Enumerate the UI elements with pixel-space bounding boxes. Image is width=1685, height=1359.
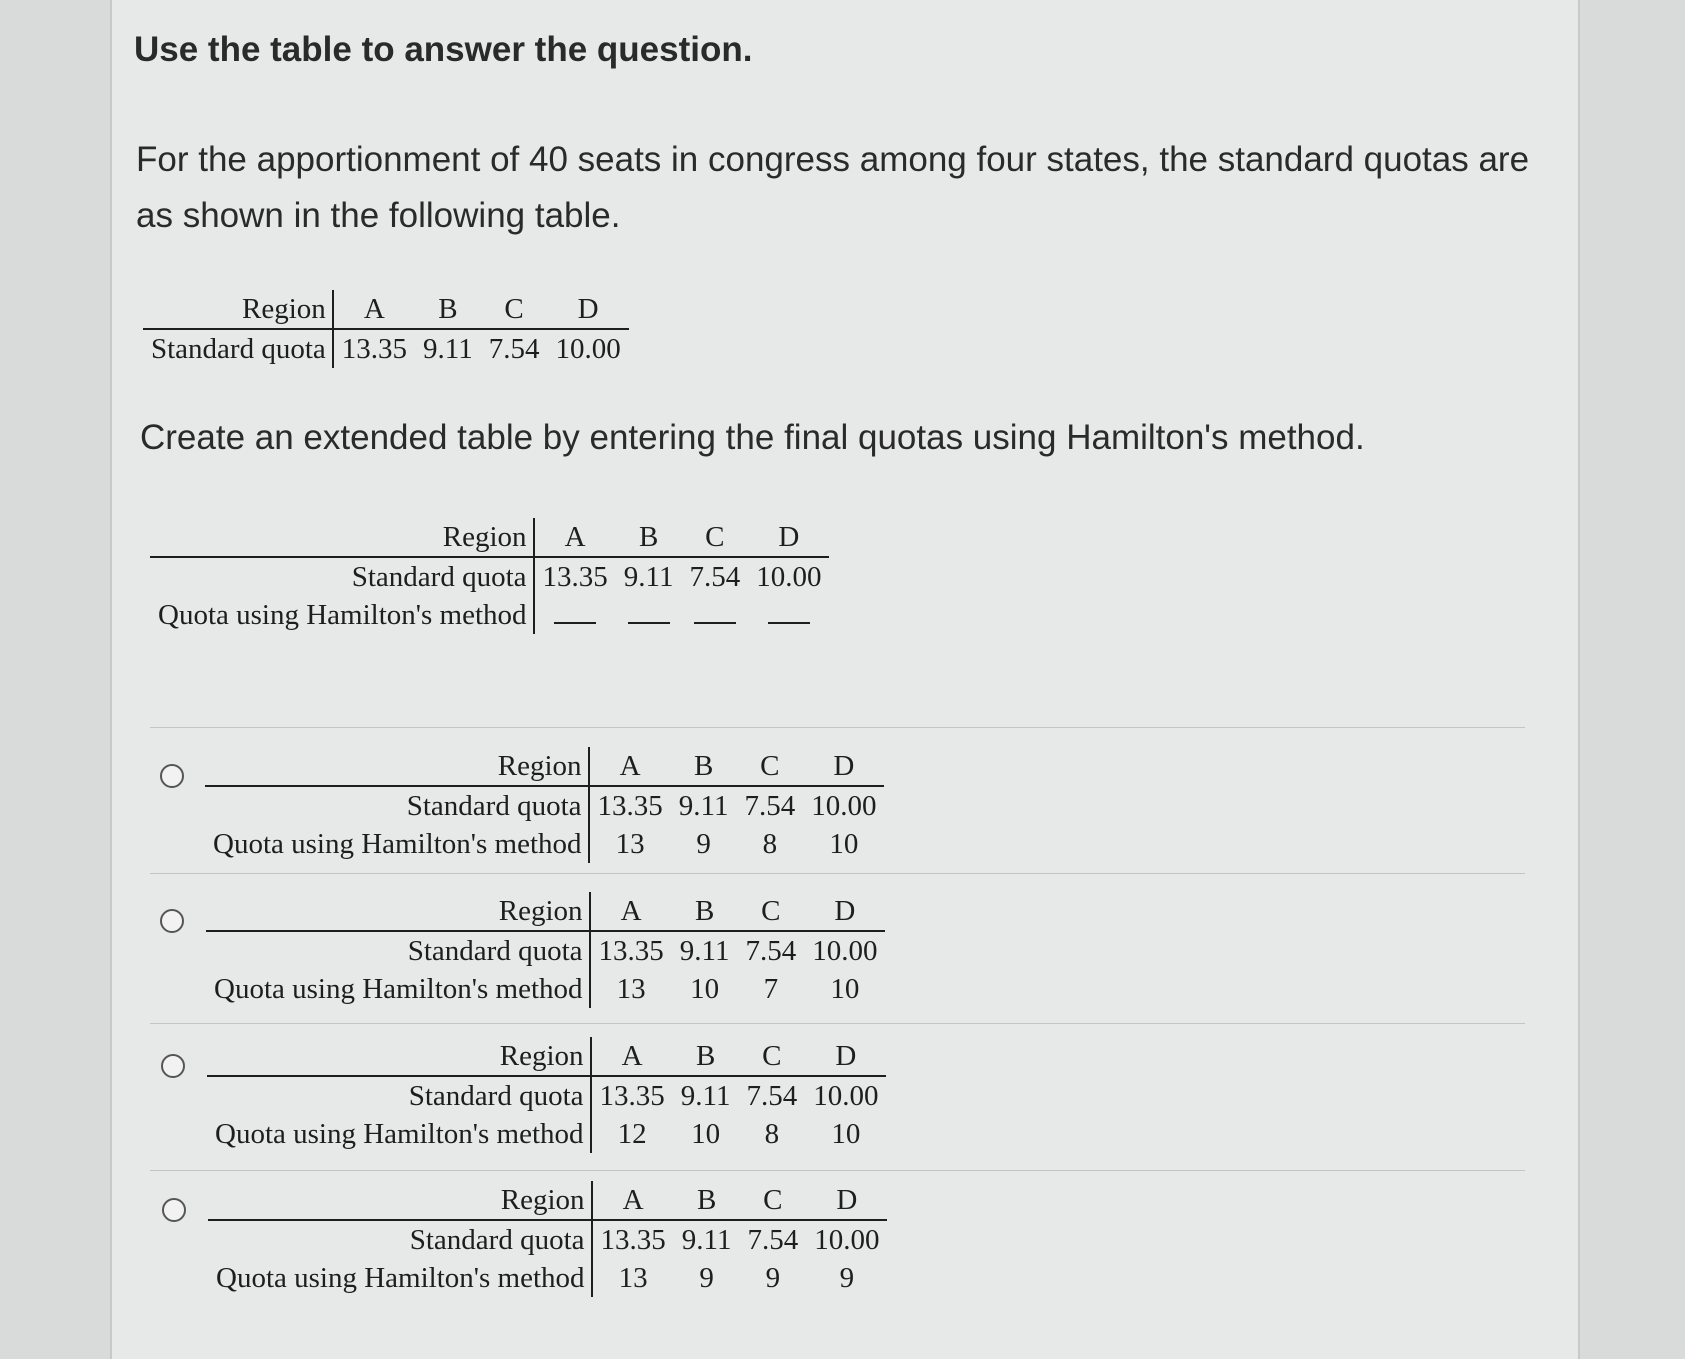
standard-quota-cell: 10.00 — [814, 1224, 880, 1256]
hamilton-quota-cell: 10 — [830, 973, 860, 1005]
option-2-radio[interactable] — [160, 909, 184, 933]
region-header: A — [589, 747, 671, 786]
table-row-label-standard: Standard quota — [205, 786, 589, 825]
option-divider — [150, 1023, 1525, 1024]
table-row-label-hamilton: Quota using Hamilton's method — [207, 1115, 591, 1153]
option-2-table[interactable] — [206, 892, 885, 1008]
answer-blank — [748, 596, 829, 634]
standard-quota-cell: 13.35 — [597, 790, 663, 822]
region-header: B — [672, 892, 738, 931]
option-divider — [150, 873, 1525, 874]
hamilton-quota-cell: 8 — [762, 828, 778, 860]
option-3-table[interactable] — [207, 1037, 886, 1153]
option-divider — [150, 727, 1525, 728]
region-header: A — [590, 892, 672, 931]
hamilton-quota-cell: 9 — [699, 1262, 714, 1294]
hamilton-quota-cell: 12 — [617, 1118, 647, 1150]
hamilton-quota-cell: 10 — [690, 973, 720, 1005]
hamilton-quota-cell: 9 — [839, 1262, 855, 1294]
option-4-radio[interactable] — [162, 1198, 186, 1222]
standard-quota-cell: 13.35 — [542, 561, 608, 593]
standard-quota-cell: 7.54 — [488, 333, 540, 365]
table-row-label-standard: Standard quota — [150, 557, 534, 596]
question-intro: For the apportionment of 40 seats in congress among four states, the standard quotas are as shown in the following table. — [136, 140, 1530, 235]
region-header: B — [673, 1037, 739, 1076]
region-header: A — [333, 290, 415, 329]
hamilton-quota-cell: 10 — [691, 1118, 721, 1150]
standard-quota-cell: 9.11 — [623, 561, 674, 593]
standard-quota-cell: 13.35 — [598, 935, 664, 967]
table-row-label-standard: Standard quota — [143, 329, 333, 368]
table-row-label-region: Region — [150, 518, 534, 557]
region-header: B — [674, 1181, 740, 1220]
standard-quota-cell: 13.35 — [341, 333, 408, 365]
region-header: D — [547, 290, 628, 329]
option-divider — [150, 1170, 1525, 1171]
table-row-label-region: Region — [205, 747, 589, 786]
table-row-label-standard: Standard quota — [208, 1220, 592, 1259]
table-row-label-hamilton: Quota using Hamilton's method — [150, 596, 534, 634]
answer-blank — [534, 596, 616, 634]
table-row-label-region: Region — [207, 1037, 591, 1076]
standard-quota-cell: 10.00 — [812, 935, 878, 967]
table-row-label-region: Region — [206, 892, 590, 931]
table-row-label-standard: Standard quota — [207, 1076, 591, 1115]
hamilton-quota-cell: 7 — [763, 973, 779, 1005]
region-header: D — [806, 1181, 887, 1220]
region-header: C — [738, 1037, 805, 1076]
standard-quota-cell: 10.00 — [555, 333, 621, 365]
hamilton-quota-cell: 9 — [696, 828, 711, 860]
standard-quota-cell: 9.11 — [679, 935, 730, 967]
region-header: D — [804, 892, 885, 931]
table-row-label-hamilton: Quota using Hamilton's method — [206, 970, 590, 1008]
standard-quota-cell: 13.35 — [600, 1224, 666, 1256]
region-header: A — [591, 1037, 673, 1076]
hamilton-quota-cell: 10 — [831, 1118, 861, 1150]
region-header: C — [681, 518, 748, 557]
standard-quota-cell: 7.54 — [746, 1080, 798, 1112]
standard-quota-cell: 13.35 — [599, 1080, 665, 1112]
standard-quota-cell: 9.11 — [681, 1224, 732, 1256]
table-row-label-region: Region — [143, 290, 333, 329]
standard-quota-cell: 7.54 — [747, 1224, 799, 1256]
standard-quota-cell: 7.54 — [689, 561, 741, 593]
hamilton-quota-cell: 9 — [765, 1262, 781, 1294]
option-4-table[interactable] — [208, 1181, 887, 1297]
hamilton-quota-cell: 13 — [615, 828, 645, 860]
hamilton-quota-cell: 8 — [764, 1118, 780, 1150]
hamilton-quota-cell: 13 — [618, 1262, 648, 1294]
region-header: C — [481, 290, 548, 329]
question-instruction: Use the table to answer the question. — [134, 30, 753, 69]
region-header: B — [616, 518, 682, 557]
standard-quota-cell: 10.00 — [811, 790, 877, 822]
table-row-label-hamilton: Quota using Hamilton's method — [208, 1259, 592, 1297]
standard-quota-cell: 10.00 — [756, 561, 822, 593]
standard-quota-cell: 9.11 — [680, 1080, 731, 1112]
table-row-label-region: Region — [208, 1181, 592, 1220]
standard-quota-cell: 10.00 — [813, 1080, 879, 1112]
standard-quota-cell: 7.54 — [745, 935, 797, 967]
region-header: D — [803, 747, 884, 786]
region-header: B — [415, 290, 481, 329]
region-header: A — [592, 1181, 674, 1220]
region-header: C — [736, 747, 803, 786]
region-header: D — [805, 1037, 886, 1076]
extended-table-blank — [150, 518, 829, 634]
standard-quota-cell: 7.54 — [744, 790, 796, 822]
standard-quota-cell: 9.11 — [678, 790, 729, 822]
hamilton-quota-cell: 13 — [616, 973, 646, 1005]
answer-blank — [616, 596, 682, 634]
answer-blank — [681, 596, 748, 634]
question-prompt: Create an extended table by entering the final quotas using Hamilton's method. — [140, 418, 1365, 457]
standard-quota-table — [143, 290, 629, 368]
option-1-radio[interactable] — [160, 764, 184, 788]
table-row-label-standard: Standard quota — [206, 931, 590, 970]
region-header: C — [737, 892, 804, 931]
region-header: C — [739, 1181, 806, 1220]
hamilton-quota-cell: 10 — [829, 828, 859, 860]
option-1-table[interactable] — [205, 747, 884, 863]
standard-quota-cell: 9.11 — [423, 333, 473, 365]
region-header: D — [748, 518, 829, 557]
option-3-radio[interactable] — [161, 1054, 185, 1078]
table-row-label-hamilton: Quota using Hamilton's method — [205, 825, 589, 863]
region-header: B — [671, 747, 737, 786]
region-header: A — [534, 518, 616, 557]
